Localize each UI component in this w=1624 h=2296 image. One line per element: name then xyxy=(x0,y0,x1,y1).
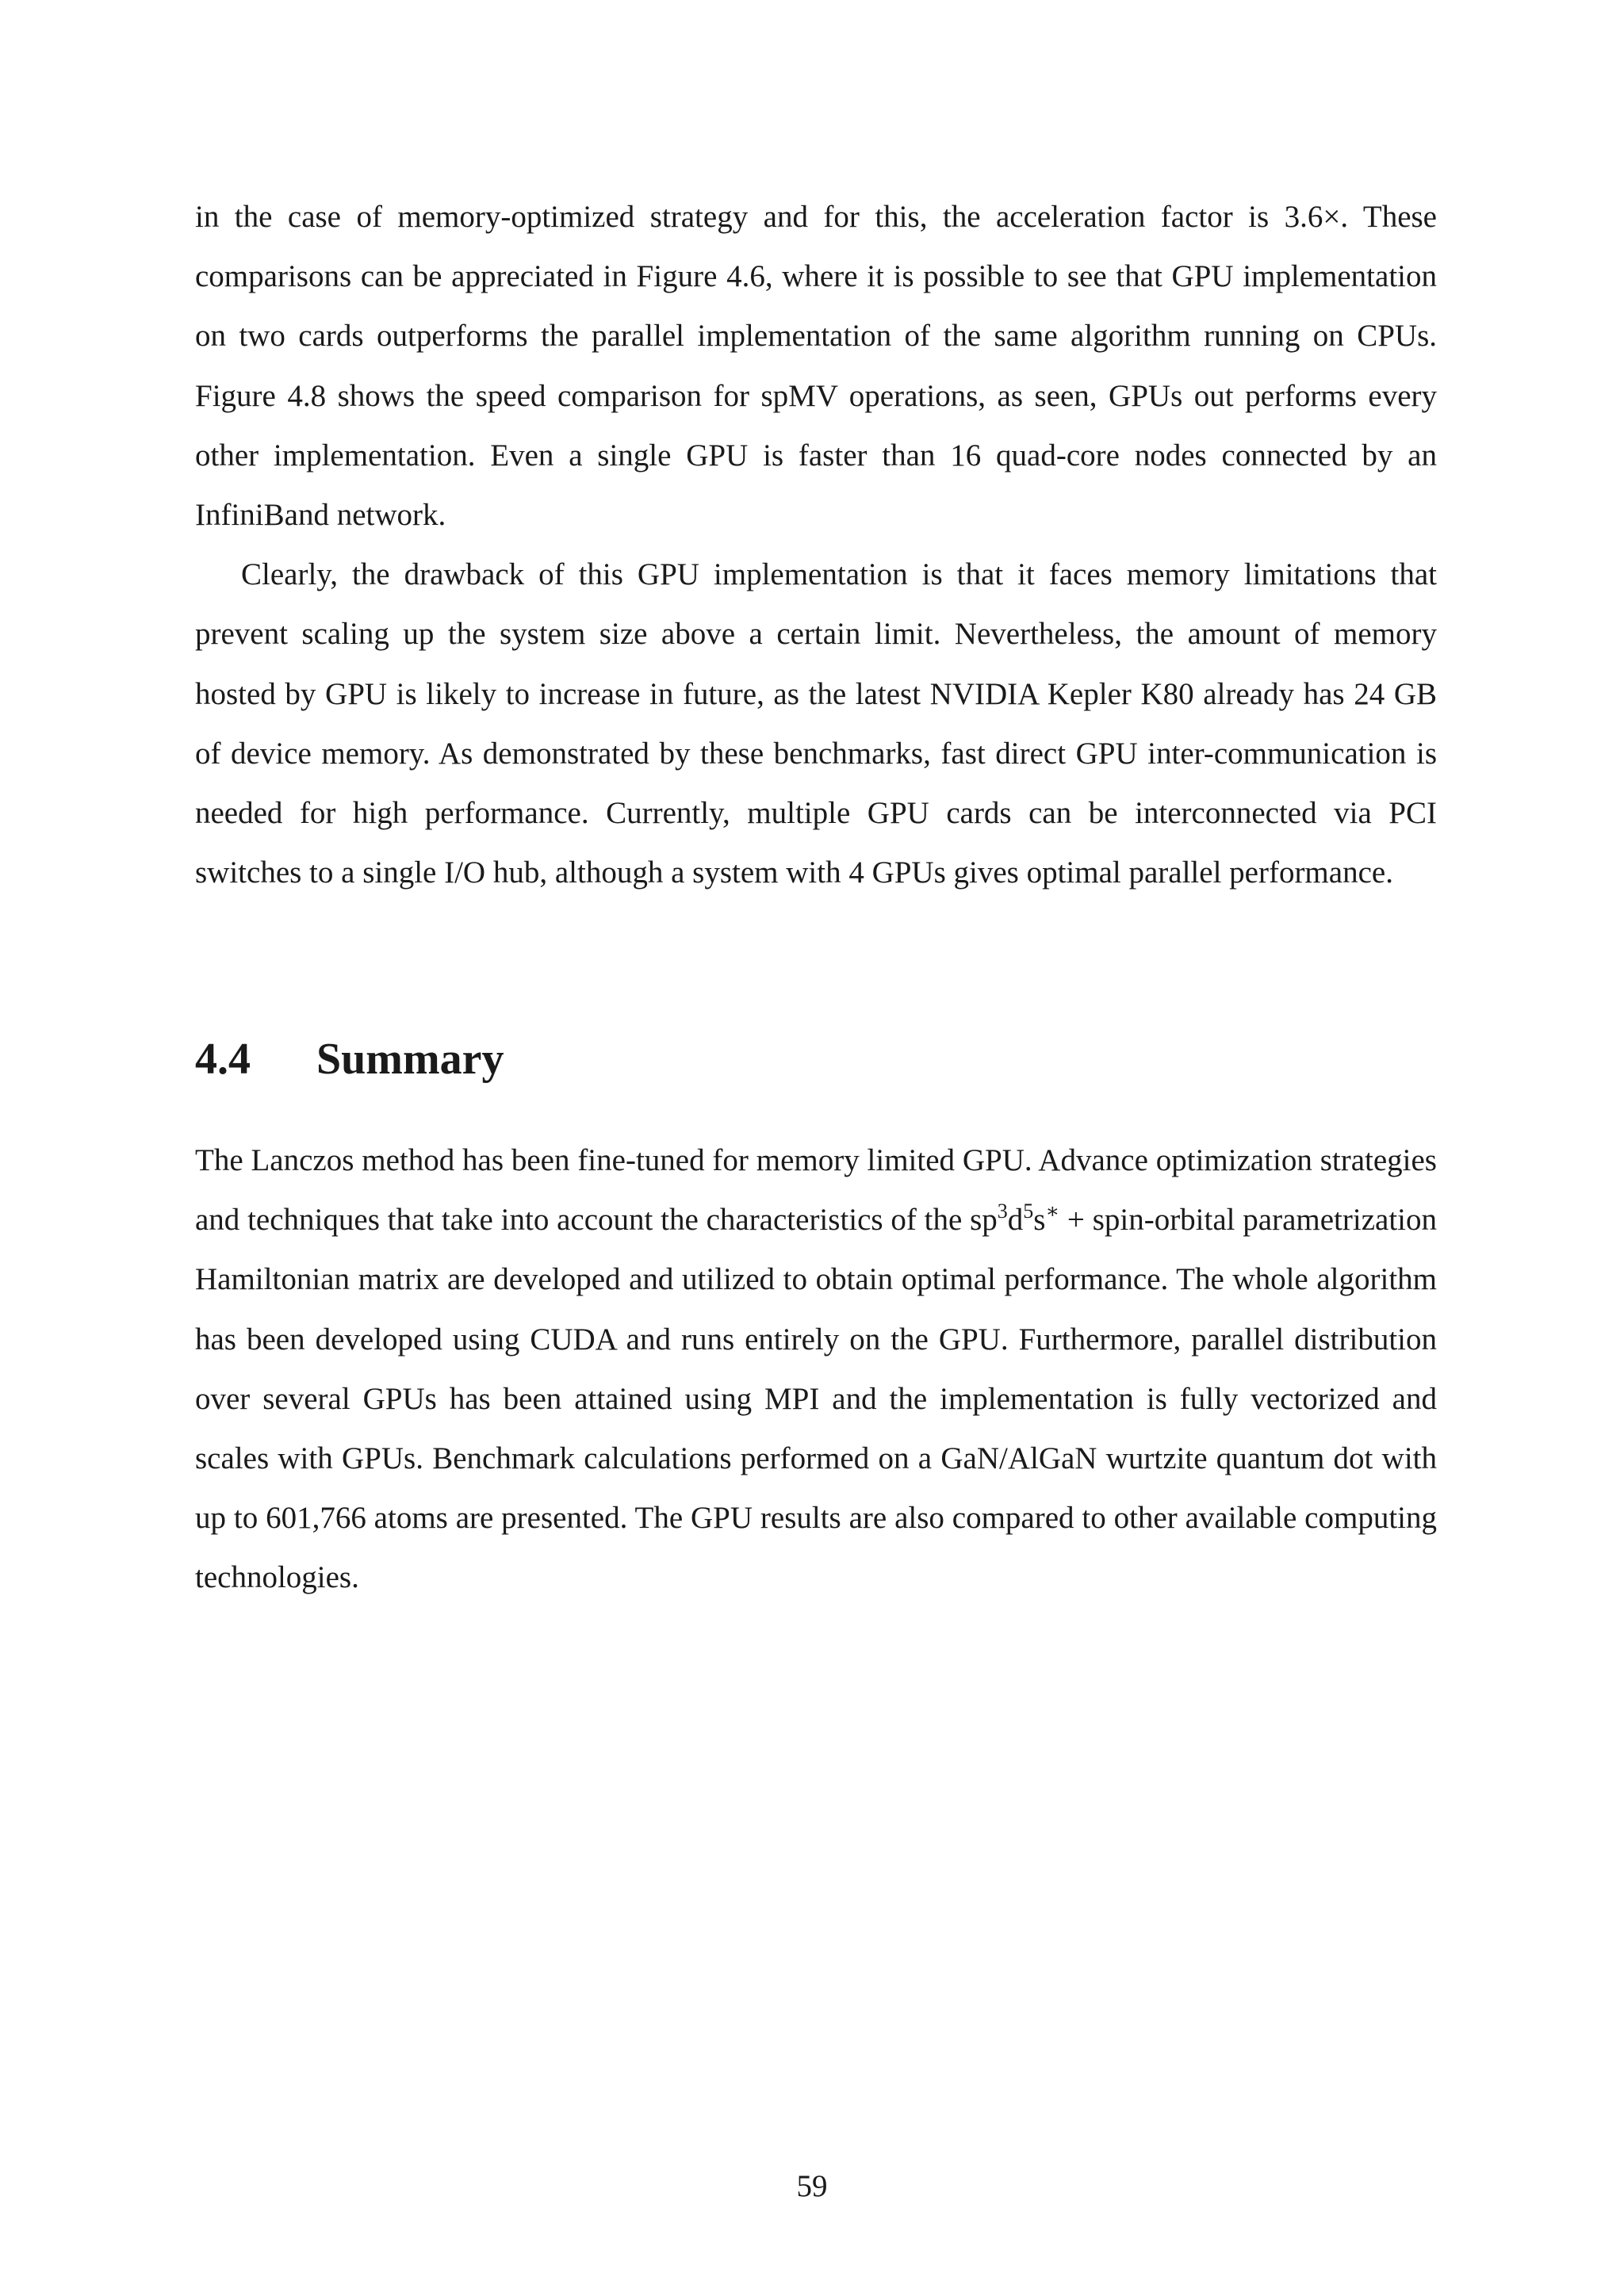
section-number: 4.4 xyxy=(195,1035,251,1084)
summary-text-end: + spin-orbital parametrization Hamiltonian matrix are developed and utilized to obtain optimal performance. The whole algorithm has been developed using CUDA and runs entirely on the GPU. Furthermore, parallel distribution over several GPUs has been attained using MPI and the implementation is fully vectorized and scales with GPUs. Benchmark calculations performed on a GaN/AlGaN wurtzite quantum dot with up to 601,766 atoms are presented. The GPU results are also compared to other available computing technologies. xyxy=(195,1203,1437,1595)
paragraph-drawback: Clearly, the drawback of this GPU implementation is that it faces memory limitations that prevent scaling up the system size above a certain limit. Nevertheless, the amount of memory hosted by GPU is likely to increase in future, as the latest NVIDIA Kepler K80 already has 24 GB of device memory. As demonstrated by these benchmarks, fast direct GPU inter-communication is needed for high performance. Currently, multiple GPU cards can be interconnected via PCI switches to a single I/O hub, although a system with 4 GPUs gives optimal parallel performance. xyxy=(195,557,1437,890)
summary-text xyxy=(195,1131,1437,1608)
body-text xyxy=(195,187,1437,902)
paragraph-summary xyxy=(195,1131,1437,1608)
paragraph-memory-optimized: in the case of memory-optimized strategy and for this, the acceleration factor is 3.6×. These comparisons can be appreciated in Figure 4.6, where it is possible to see that GPU implementation on two cards outperforms the parallel implementation of the same algorithm running on CPUs. Figure 4.8 shows the speed comparison for spMV operations, as seen, GPUs out performs every other implementation. Even a single GPU is faster than 16 quad-core nodes connected by an InfiniBand network. xyxy=(195,200,1437,533)
orbital-formula: $sp^3d^5s^∗$ xyxy=(970,1200,1060,1238)
section-title: Summary xyxy=(316,1035,504,1084)
page-number: 59 xyxy=(796,2169,828,2203)
summary-text-start: The Lanczos method has been fine-tuned for memory limited GPU. Advance optimization strategies and techniques that take into account the characteristics of the xyxy=(195,1143,1437,1238)
section-heading xyxy=(195,1027,504,1091)
